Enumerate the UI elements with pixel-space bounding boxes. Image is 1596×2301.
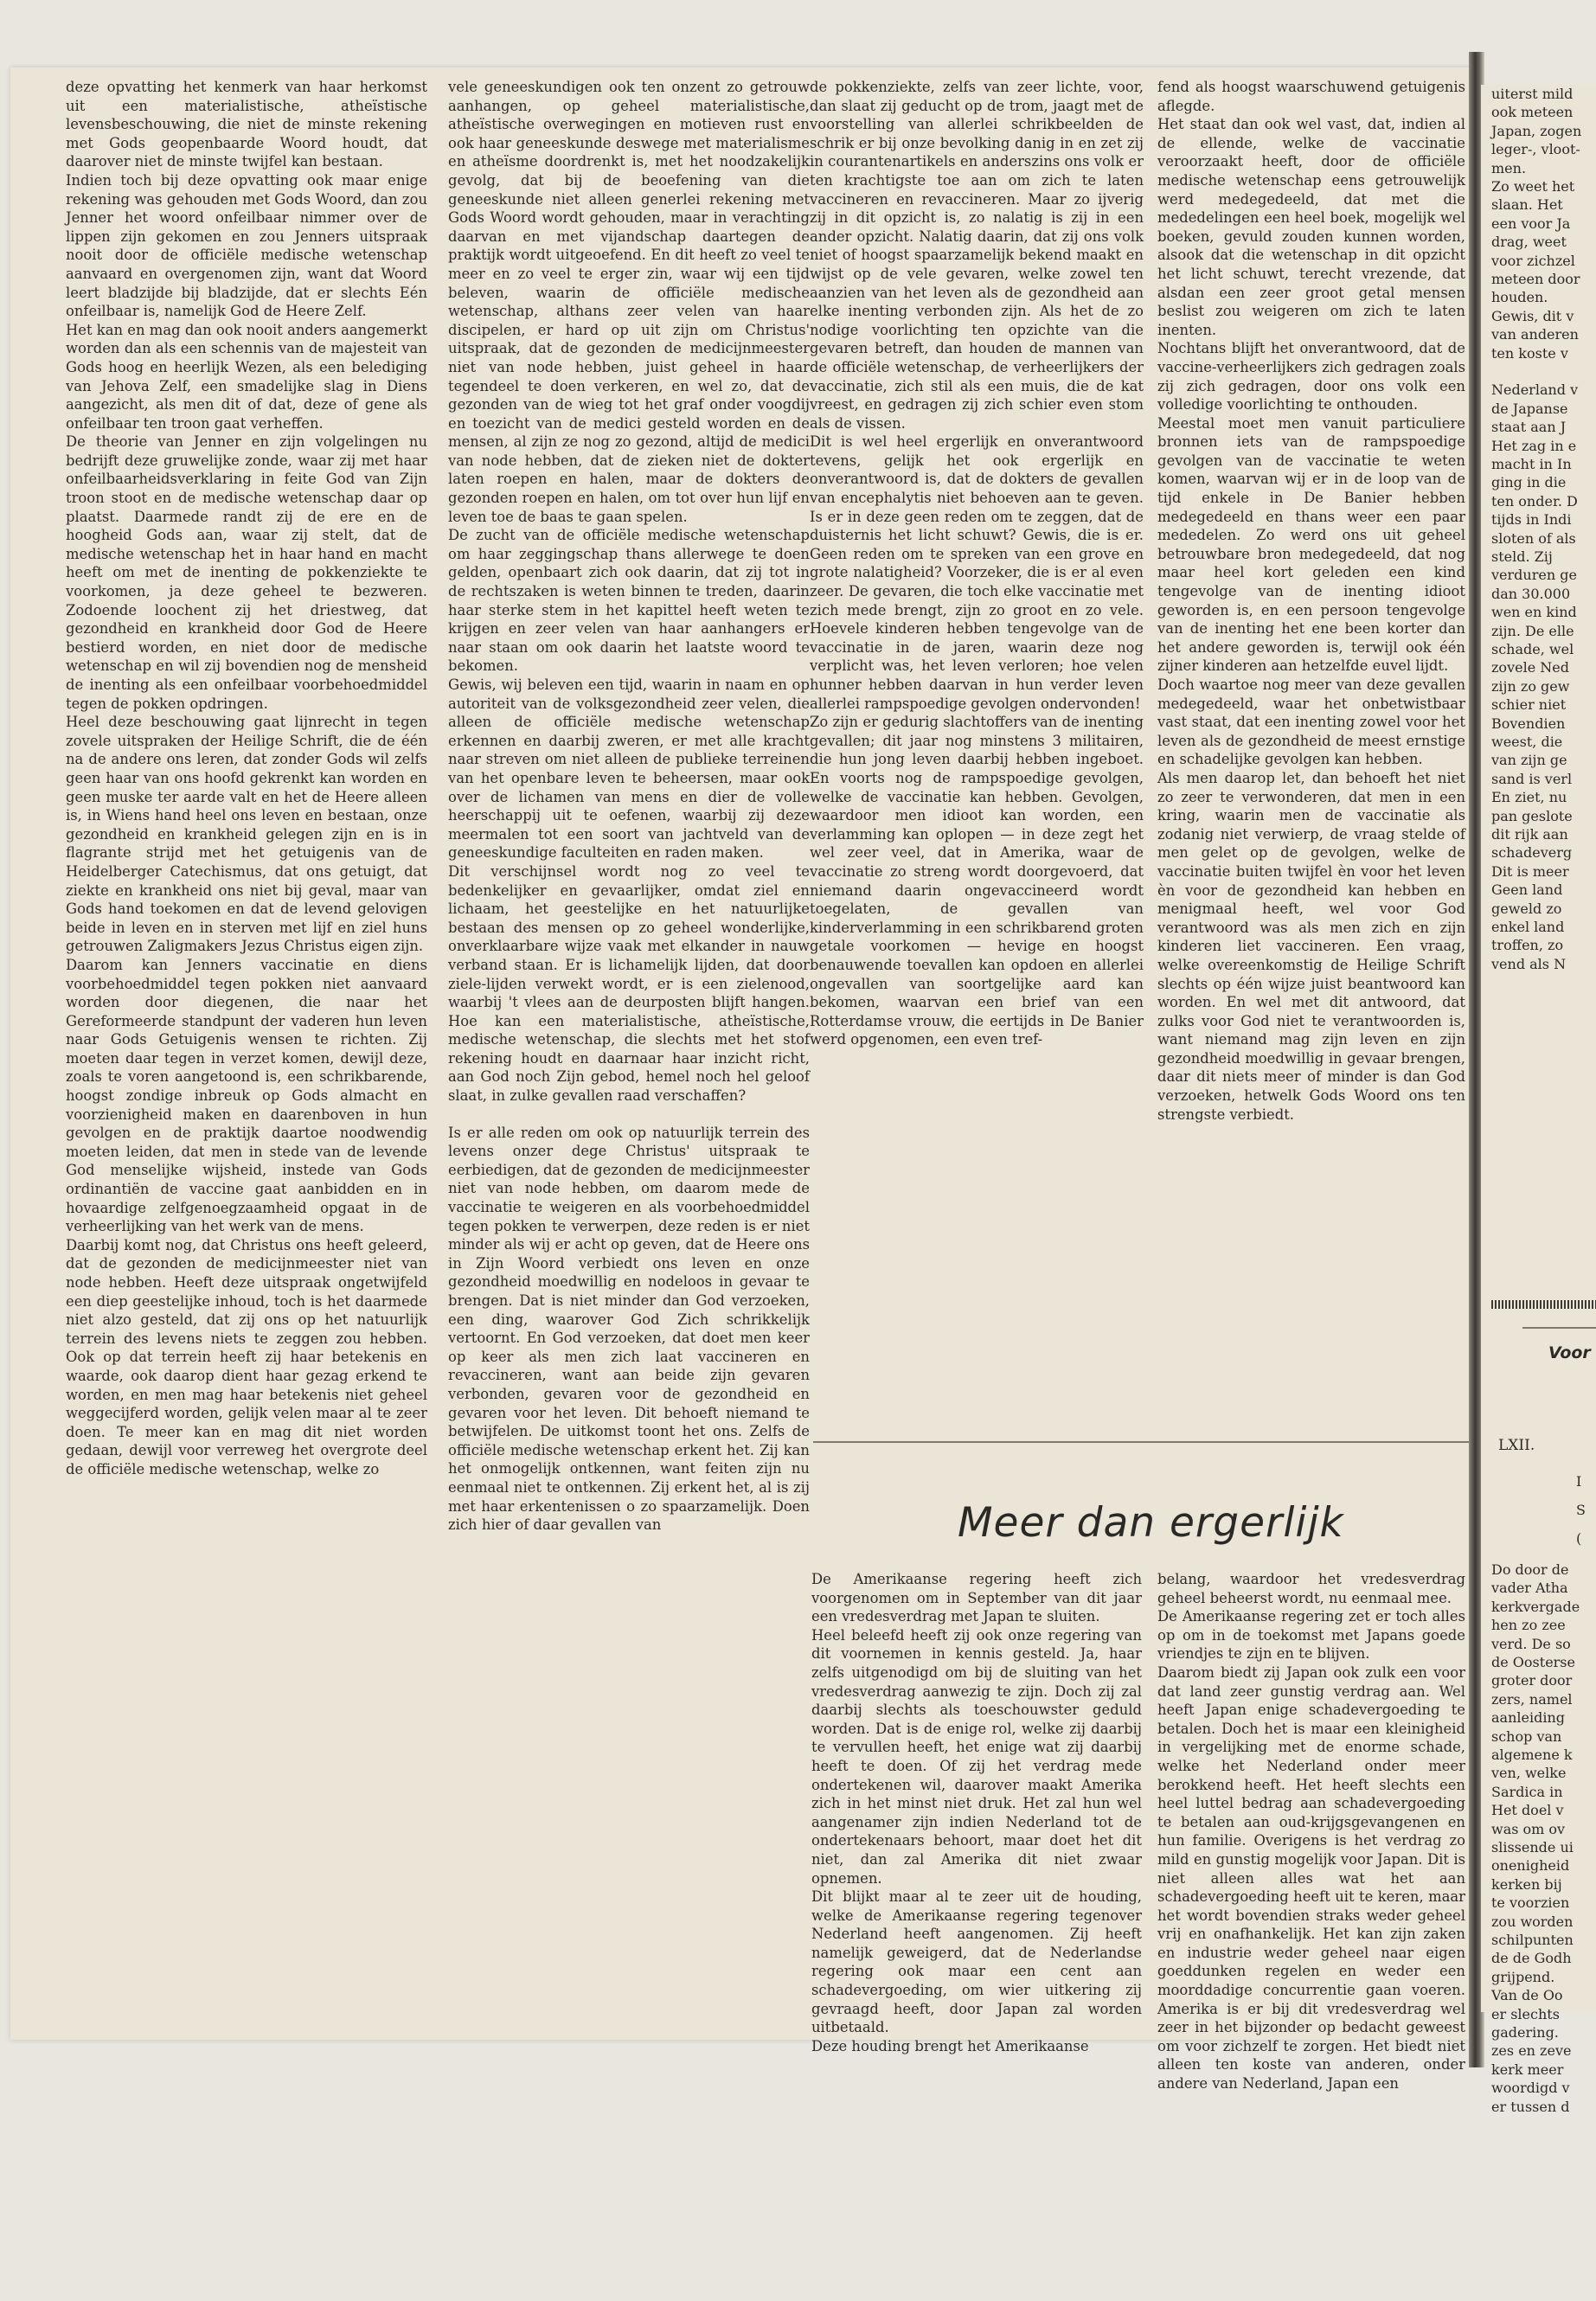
adjacent-page-line: algemene k [1491, 1747, 1573, 1763]
adjacent-page-line: houden. [1491, 289, 1548, 306]
adjacent-page-line: Bovendien [1491, 715, 1566, 732]
adjacent-page-line: zou worden [1491, 1913, 1574, 1930]
paragraph: vele geneeskundigen ook ten onzent zo getrouw aanhangen, op geheel materialistische, atheïstische overwegingen en motieven rust en ook haar geneeskunde deswege met materialisme en atheïsme doordrenkt is, met het noodzakelijk gevolg, dat bij de beoefening van die geneeskunde niet alleen generlei rekening met Gods Woord wordt gehouden, maar in verachting daarvan en met vijandschap daartegen de praktijk wordt uitgeoefend. En dit heeft zo veel te meer en zo veel te erger zin, waar wij een tijd beleven, waarin de officiële medische wetenschap, althans zeer velen van haar discipelen, er hard op uit zijn om Christus' uitspraak, dat de gezonden de medicijnmeester niet van node hebben, juist geheel in haar tegendeel te doen verkeren, en wel zo, dat de gezonden van de wieg tot het graf onder voogdij en toezicht van de medici gesteld worden en de mensen, al zijn ze nog zo gezond, altijd de medici van node hebben, dat de zieken niet de dokter laten roepen en halen, maar de dokters de gezonden roepen en halen, om tot over hun lijf en leven toe de baas te gaan spelen. [448, 79, 810, 525]
adjacent-page-line: vend als N [1491, 955, 1567, 972]
section-divider-2 [1522, 1327, 1596, 1329]
adjacent-page-line: sloten of als [1491, 529, 1576, 547]
adjacent-page-line: vader Atha [1491, 1580, 1568, 1597]
adjacent-page-line: macht in In [1491, 456, 1572, 472]
adjacent-page-line: kerkvergade [1491, 1598, 1580, 1615]
paragraph: Dit blijkt maar al te zeer uit de houding, welke de Amerikaanse regering tegenover Nederland heeft aangenomen. Zij heeft namelijk geweigerd, dat de Nederlandse regering ook maar een cent aan schadevergoeding, om wier uitkering zij gevraagd heeft, door Japan zal worden uitbetaald. [811, 1888, 1142, 2036]
adjacent-page-line: dan 30.000 [1491, 585, 1571, 602]
adjacent-page-line: Nederland v [1491, 381, 1579, 399]
adjacent-page-line: woordigd v [1491, 2080, 1570, 2097]
paragraph: Heel deze beschouwing gaat lijnrecht in tegen zovele uitspraken der Heilige Schrift, die de één na de andere ons leren, dat zonder Gods wil zelfs geen haar van ons hoofd gekrenkt kan worden en geen muske ter aarde valt en het de Heere alleen is, in Wiens hand heel ons leven en bestaan, onze gezondheid en krankheid gelegen zijn en is in flagrante strijd met het getuigenis van de Heidelberger Catechismus, dat ons getuigt, dat ziekte en krankheid ons niet bij geval, maar van Gods hand toekomen en dat de levend gelovigen beide in leven en in sterven met lijf en ziel huns getrouwen Zaligmakers Jezus Christus eigen zijn. [66, 714, 427, 955]
adjacent-page-line: groter door [1491, 1672, 1573, 1689]
adjacent-page-line: grijpend. [1491, 1968, 1555, 1985]
adjacent-page-line: ging in die [1491, 474, 1567, 491]
adjacent-page-line: Japan, zogen [1491, 122, 1582, 139]
adjacent-page-line: steld. Zij [1491, 548, 1553, 565]
adjacent-page-line: tijds in Indi [1491, 511, 1572, 529]
adjacent-page-line: leger-, vloot- [1491, 141, 1580, 158]
adjacent-page-line: zovele Ned [1491, 659, 1569, 676]
ornamental-divider [1491, 1300, 1596, 1309]
adjacent-page-line: van anderen [1491, 326, 1579, 343]
chapter-number: LXII. [1498, 1437, 1535, 1454]
adjacent-page-line: drag, weet [1491, 234, 1567, 251]
paragraph: Nochtans blijft het onverantwoord, dat de vaccine-verheerlijkers zich gedragen zoals zij zich gedragen, door ons volk een volledige voorlichting te onthouden. [1157, 340, 1465, 413]
adjacent-page-line: schier niet [1491, 696, 1567, 714]
adjacent-page-line: schop van [1491, 1727, 1562, 1745]
adjacent-page-line: Van de Oo [1491, 1987, 1563, 2004]
paragraph: Daarom kan Jenners vaccinatie en diens voorbehoedmiddel tegen pokken niet aanvaard worden door diegenen, die naar het Gereformeerde standpunt der vaderen hun leven naar Gods Getuigenis wensen te richten. Zij moeten daar tegen in verzet komen, dewijl deze, zoals te voren aangetoond is, een schrikbarende, hoogst zondige inbreuk op Gods almacht en voorzienigheid maken en daarenboven in hun gevolgen en de praktijk daartoe noodwendig moeten leiden, dat men in stede van de levende God menselijke wijsheid, instede van Gods ordinantiën de vaccine gaat aanbidden en in hovaardige zelfgenoegzaamheid opgaat in de verheerlijking van het werk van de mens. [66, 956, 427, 1235]
adjacent-page-letter: I [1576, 1473, 1582, 1490]
article-column-5 [811, 1570, 1142, 2054]
adjacent-page-line: uiterst mild [1491, 86, 1574, 102]
paragraph: De Amerikaanse regering zet er toch alles op om in de toekomst met Japans goede vriendjes te zijn en te blijven. [1157, 1608, 1465, 1663]
paragraph: Daarbij komt nog, dat Christus ons heeft geleerd, dat de gezonden de medicijnmeester niet van node hebben. Heeft deze uitspraak ongetwijfeld een diep geestelijke inhoud, toch is het daarmede niet alzo gesteld, dat zij ons op het natuurlijk terrein des levens niets te zeggen zou hebben. Ook op dat terrein heeft zij haar betekenis en waarde, ook daarop dient haar gezag erkend te worden, en men mag haar betekenis niet geheel weggecijferd worden, gelijk velen maar al te zeer doen. Te meer kan en mag dit niet worden gedaan, dewijl voor verreweg het overgrote deel de officiële medische wetenschap, welke zo [66, 1236, 427, 1477]
adjacent-page-line: ook meteen [1491, 104, 1574, 121]
adjacent-page-line: de de Godh [1491, 1950, 1572, 1967]
adjacent-page-line: geweld zo [1491, 900, 1562, 917]
paragraph: Gewis, wij beleven een tijd, waarin in naam en op autoriteit van de volksgezondheid zeer velen, die alleen de officiële medische wetenschap erkennen en daarbij zweren, er met alle kracht naar streven om niet alleen de publieke terreinen van het openbare leven te beheersen, maar ook over de lichamen van mens en dier de volle heerschappij uit te oefenen, waarbij zij deze meermalen tot een soort van jachtveld van de geneeskundige faculteiten en raden maken. [448, 676, 810, 862]
adjacent-page-line: ven, welke [1491, 1765, 1567, 1782]
paragraph: Als men daarop let, dan behoeft het niet zo zeer te verwonderen, dat men in een kring, waarin men de vaccinatie als zodanig niet verwierp, de vraag stelde of men gelet op de gevolgen, welke de vaccinatie buiten twijfel èn voor het leven èn voor de gezondheid kan hebben en menigmaal heeft, wel voor God verantwoord was als men zich en zijn kinderen liet vaccineren. Een vraag, welke overeenkomstig de Heilige Schrift slechts op één wijze juist beantwoord kan worden. En wel met dit antwoord, dat zulks voor God niet te verantwoorden is, want niemand mag zijn leven en zijn gezondheid moedwillig in gevaar brengen, daar dit niets meer of minder is dan God verzoeken, hetwelk Gods Woord ons ten strengste verbiedt. [1157, 769, 1465, 1123]
adjacent-page-line: zijn zo gew [1491, 677, 1570, 695]
adjacent-page-line: de Oosterse [1491, 1654, 1575, 1670]
article-column-1 [66, 78, 427, 2024]
paragraph: De zucht van de officiële medische wetenschap om haar zeggingschap thans allerwege te doen gelden, openbaart zich ook daarin, dat zij tot in de rechtszaken is weten binnen te treden, daarin haar sterke stem in het kapittel heeft weten te krijgen en zeer velen van haar aanhangers er naar staan om ook daarin het laatste woord te bekomen. [448, 527, 810, 675]
adjacent-page-line: hen zo zee [1491, 1617, 1566, 1634]
adjacent-page-line: verduren ge [1491, 567, 1577, 584]
adjacent-page-line: weest, die [1491, 734, 1563, 750]
paragraph-gap [448, 1106, 810, 1124]
adjacent-page-line: Gewis, dit v [1491, 307, 1574, 324]
adjacent-page-line: slissende ui [1491, 1839, 1574, 1856]
paragraph: Dit verschijnsel wordt nog zo veel te bedenkelijker en gevaarlijker, omdat ziel en lichaam, het geestelijke en het natuurlijke bestaan des mensen op zo geheel wonderlijke, onverklaarbare wijze vaak met elkander in nauw verband staan. Er is lichamelijk lijden, dat door ziele-lijden verwekt wordt, er is een zielenood, waarbij 't vlees aan de deurposten blijft hangen. Hoe kan een materialistische, atheïstische, medische wetenschap, die slechts met het stof rekening houdt en daarnaar haar inzicht richt, aan God noch Zijn gebod, hemel noch hel geloof slaat, in zulke gevallen raad verschaffen? [448, 862, 810, 1105]
paragraph: Dit is wel heel ergerlijk en onverantwoord tevens, gelijk het ook ergerlijk en onverantwoord is, dat de dokters de gevallen van encephalytis niet behoeven aan te geven. Is er in deze geen reden om te zeggen, dat de duisternis het licht schuwt? Gewis, die is er. Geen reden om te spreken van een grove en grote nalatigheid? Voorzeker, die is er al even zeer. De gevaren, die toch elke vaccinatie met zich mede brengt, zijn zo groot en zo vele. Hoevele kinderen hebben tengevolge van de vaccinatie in de jaren, waarin deze nog verplicht was, het leven verloren; hoe velen hunner hebben daarvan in hun verder leven allerlei rampspoedige gevolgen ondervonden! [810, 433, 1144, 712]
adjacent-page-line: zers, namel [1491, 1690, 1573, 1708]
section-divider [813, 1441, 1471, 1443]
newspaper-page [10, 67, 1472, 2093]
section-heading: Voor [1548, 1343, 1591, 1362]
adjacent-page-line: staat aan J [1491, 419, 1567, 436]
paragraph: De theorie van Jenner en zijn volgelingen nu bedrijft deze gruwelijke zonde, waar zij met haar onfeilbaarheidsverklaring in feite God van Zijn troon stoot en de medische wetenschap daar op plaatst. Daarmede randt zij de ere en de hoogheid Gods aan, waar zij stelt, dat de medische wetenschap het in haar hand en macht heeft om met de inenting de pokkenziekte te voorkomen, ja deze geheel te bezweren. Zodoende loochent zij het driestweg, dat gezondheid en krankheid door God de Heere bestierd worden, en niet door de medische wetenschap en wil zij bovendien nog de mensheid de inenting als een onfeilbaar voorbehoedmiddel tegen de pokken opdringen. [66, 433, 427, 712]
adjacent-page-line: Do door de [1491, 1561, 1569, 1578]
paragraph: Is er alle reden om ook op natuurlijk terrein des levens onzer dege Christus' uitspraak te eerbiedigen, dat de gezonden de medicijnmeester niet van node hebben, om daarom mede de vaccinatie te weigeren en als voorbehoedmiddel tegen pokken te verwerpen, deze reden is er niet minder als wij er acht op geven, dat de Heere ons in Zijn Woord verbiedt ons leven en onze gezondheid moedwillig en nodeloos in gevaar te brengen. Dat is niet minder dan God verzoeken, een ding, waarover God Zich schrikkelijk vertoornt. En God verzoeken, dat doet men keer op keer als men zich laat vaccineren en revaccineren, want aan beide zijn gevaren verbonden, gevaren voor de gezondheid en gevaren voor het leven. Dit behoeft niemand te betwijfelen. De uitkomst toont het ons. Zelfs de officiële medische wetenschap erkent het. Zij kan het onmogelijk ontkennen, want feiten zijn nu eenmaal niet te ontkennen. Zij erkent het, al is zij met haar erkentenissen o zo spaarzamelijk. Doen zich hier of daar gevallen van [448, 1124, 810, 1534]
adjacent-page-line: schadeverg [1491, 844, 1573, 862]
adjacent-page-line: kerk meer [1491, 2061, 1564, 2078]
paragraph: Deze houding brengt het Amerikaanse [811, 2037, 1089, 2054]
paragraph: Het kan en mag dan ook nooit anders aangemerkt worden dan als een schennis van de majesteit van Gods hoog en heerlijk Wezen, als een belediging van Jehova Zelf, een smadelijke slag in Diens aangezicht, als men dit of dat, deze of gene als onfeilbaar ten troon gaat verheffen. [66, 321, 427, 432]
adjacent-page-line: men. [1491, 159, 1527, 176]
paragraph: de pokkenziekte, zelfs van zeer lichte, voor, dan slaat zij geducht op de trom, jaagt met de voorstelling van allerlei schrikbeelden de schrik er bij onze bevolking danig in en zet zij in courantenartikels en anderszins ons volk er ten krachtigste toe aan om zich te laten vaccineren en revaccineren. Maar zo ijverig zij in dit opzicht is, zo nalatig is zij in een ander opzicht. Nalatig daarin, dat zij ons volk niet of hoogst spaarzamelijk bekend maakt en wijst op de vele gevaren, welke zowel ten aanzien van het leven als de gezondheid aan elke inenting verbonden zijn. Als het de zo nodige voorlichting ten opzichte van die gevaren betreft, dan houden de mannen van de officiële wetenschap, de verheerlijkers der vaccinatie, zich stil als een muis, die de kat vreest, en gedragen zij zich schier even stom als de vissen. [810, 79, 1144, 432]
headline: Meer dan ergerlijk [958, 1499, 1344, 1547]
adjacent-page-line: te voorzien [1491, 1894, 1570, 1912]
paragraph: Heel beleefd heeft zij ook onze regering van dit voornemen in kennis gesteld. Ja, haar zelfs uitgenodigd om bij de sluiting van het vredesverdrag aanwezig te zijn. Doch zij zal daarbij slechts als toeschouwster geduld worden. Dat is de enige rol, welke zij daarbij te vervullen heeft, het enige wat zij daarbij heeft te doen. Of zij het verdrag mede ondertekenen wil, daarover maakt Amerika zich in het minst niet druk. Het zal hun wel aangenamer zijn indien Nederland tot de ondertekenaars behoort, maar doet het dit niet, dan zal Amerika dit niet zwaar opnemen. [811, 1626, 1142, 1887]
adjacent-page-line: slaan. Het [1491, 196, 1563, 214]
paragraph: fend als hoogst waarschuwend getuigenis aflegde. [1157, 79, 1465, 114]
adjacent-page-line: schade, wel [1491, 641, 1574, 657]
adjacent-page-line: schilpunten [1491, 1932, 1574, 1948]
adjacent-page-line: Sardica in [1491, 1783, 1563, 1800]
adjacent-page-line: verd. De so [1491, 1635, 1571, 1652]
adjacent-page-line: sand is verl [1491, 770, 1573, 787]
adjacent-page-line: Dit is meer [1491, 862, 1569, 880]
adjacent-page-line: was om ov [1491, 1820, 1566, 1837]
adjacent-page-line: Zo weet het [1491, 178, 1575, 195]
paragraph: Meestal moet men vanuit particuliere bronnen iets van de rampspoedige gevolgen van de vaccinatie te weten komen, waarvan wij er in de loop van de tijd enkele in De Banier hebben medegedeeld en thans weer een paar mededelen. Zo werd ons uit geheel betrouwbare bron medegedeeld, dat nog maar heel kort geleden een kind tengevolge van de inenting idioot geworden is, en een persoon tengevolge van de inenting het ene been korter dan het andere geworden is, terwijl ook één zijner kinderen aan hetzelfde euvel lijdt. [1157, 414, 1465, 675]
paragraph: deze opvatting het kenmerk van haar herkomst uit een materialistische, atheïstische levensbeschouwing, die niet de minste rekening met Gods geopenbaarde Woord houdt, dat daarover niet de minste twijfel kan bestaan. [66, 79, 427, 170]
paragraph: Daarom biedt zij Japan ook zulk een voor dat land zeer gunstig verdrag aan. Wel heeft Japan enige schadevergoeding te betalen. Doch het is maar een kleinigheid in vergelijking met de enorme schade, welke het Nederland onder meer berokkend heeft. Het heeft slechts een heel luttel bedrag aan schadevergoeding te betalen aan oud-krijgsgevangenen en hun familie. Overigens is het verdrag zo mild en gunstig mogelijk voor Japan. Dit is niet alleen alles wat het aan schadevergoeding heeft uit te keren, maar het wordt bovendien straks weder geheel vrij en onafhankelijk. Het kan zijn zaken en industrie weder geheel naar eigen goeddunken regelen en weder een moorddadige concurrentie gaan voeren. Amerika is er bij dit vredesverdrag wel zeer in het bijzonder op bedacht geweest om voor zichzelf te zorgen. Het biedt niet alleen ten koste van anderen, onder andere van Nederland, Japan een [1157, 1663, 1465, 2093]
adjacent-page-line: enkel land [1491, 919, 1565, 935]
adjacent-page-line: er tussen d [1491, 2098, 1570, 2115]
article-column-3 [810, 78, 1144, 1289]
paragraph: De Amerikaanse regering heeft zich voorgenomen om in September van dit jaar een vredesverdrag met Japan te sluiten. [811, 1571, 1142, 1625]
adjacent-page-line: En ziet, nu [1491, 789, 1567, 806]
paragraph: Doch waartoe nog meer van deze gevallen medegedeeld, waar het onbetwistbaar vast staat, dat een inenting zowel voor het leven als de gezondheid de meest ernstige en schadelijke gevolgen kan hebben. [1157, 676, 1465, 768]
paragraph: Zo zijn er gedurig slachtoffers van de inenting gevallen; dit jaar nog minstens 3 militairen, die hun jong leven daarbij hebben ingeboet. En voorts nog de rampspoedige gevolgen, welke de vaccinatie kan hebben. Gevolgen, waardoor men idioot kan worden, een verlamming kan oplopen — in deze zegt het wel zeer veel, dat in Amerika, waar de vaccinatie zo streng wordt doorgevoerd, dat niemand daarin ongevaccineerd wordt toegelaten, de gevallen van kinderverlamming in een schrikbarend groten getale voorkomen — hevige en hoogst benauwende toevallen kan opdoen en allerlei ongevallen van soortgelijke aard kan bekomen, waarvan een brief van een Rotterdamse vrouw, die eertijds in De Banier werd opgenomen, een even tref- [810, 714, 1144, 1048]
adjacent-page-line: zijn. De elle [1491, 622, 1574, 639]
adjacent-page-line: Geen land [1491, 881, 1563, 899]
adjacent-page-line: troffen, zo [1491, 937, 1564, 954]
adjacent-page-line: gadering. [1491, 2024, 1559, 2041]
article-column-4 [1157, 78, 1465, 1315]
adjacent-page-line: wen en kind [1491, 604, 1577, 621]
article-column-2 [448, 78, 810, 2024]
adjacent-page-line: meteen door [1491, 271, 1580, 287]
adjacent-page-letter: ( [1576, 1530, 1582, 1547]
adjacent-page-line: aanleiding [1491, 1709, 1565, 1727]
adjacent-page-line: dit rijk aan [1491, 826, 1568, 843]
adjacent-page-line: pan geslote [1491, 807, 1573, 824]
adjacent-page-letter: S [1576, 1502, 1586, 1518]
adjacent-page-line: van zijn ge [1491, 752, 1567, 769]
adjacent-page [1481, 85, 1596, 2115]
adjacent-page-line: onenigheid [1491, 1857, 1570, 1875]
paragraph: Indien toch bij deze opvatting ook maar enige rekening was gehouden met Gods Woord, dan zou Jenner het woord onfeilbaar nimmer over de lippen zijn gekomen en zou Jenners uitspraak nooit door de officiële medische wetenschap aanvaard en overgenomen zijn, want dat Woord leert bladzijde bij bladzijde, dat er slechts Eén onfeilbaar is, namelijk God de Heere Zelf. [66, 171, 427, 320]
adjacent-page-line: Het doel v [1491, 1802, 1564, 1819]
adjacent-page-line: Het zag in e [1491, 437, 1577, 454]
paragraph: Het staat dan ook wel vast, dat, indien al de ellende, welke de vaccinatie veroorzaakt heeft, door de officiële medische wetenschap eens getrouwelijk werd medegedeeld, dat met die mededelingen een heel boek, mogelijk wel boeken, gevuld zouden kunnen worden, alsook dat die wetenschap in dit opzicht het licht schuwt, terecht vrezende, dat alsdan een zeer groot getal mensen beslist zou weigeren om zich te laten inenten. [1157, 116, 1465, 338]
paragraph: belang, waardoor het vredesverdrag geheel beheerst wordt, nu eenmaal mee. [1157, 1571, 1465, 1606]
adjacent-page-line: voor zichzel [1491, 252, 1575, 269]
adjacent-page-line: ten koste v [1491, 344, 1568, 362]
adjacent-page-line: een voor Ja [1491, 215, 1571, 232]
adjacent-page-line: zes en zeve [1491, 2042, 1572, 2060]
adjacent-page-line: de Japanse [1491, 400, 1568, 417]
article-column-6 [1157, 1570, 1465, 2093]
adjacent-page-line: kerken bij [1491, 1875, 1562, 1893]
adjacent-page-line: ten onder. D [1491, 492, 1578, 510]
adjacent-page-line: er slechts [1491, 2005, 1560, 2022]
